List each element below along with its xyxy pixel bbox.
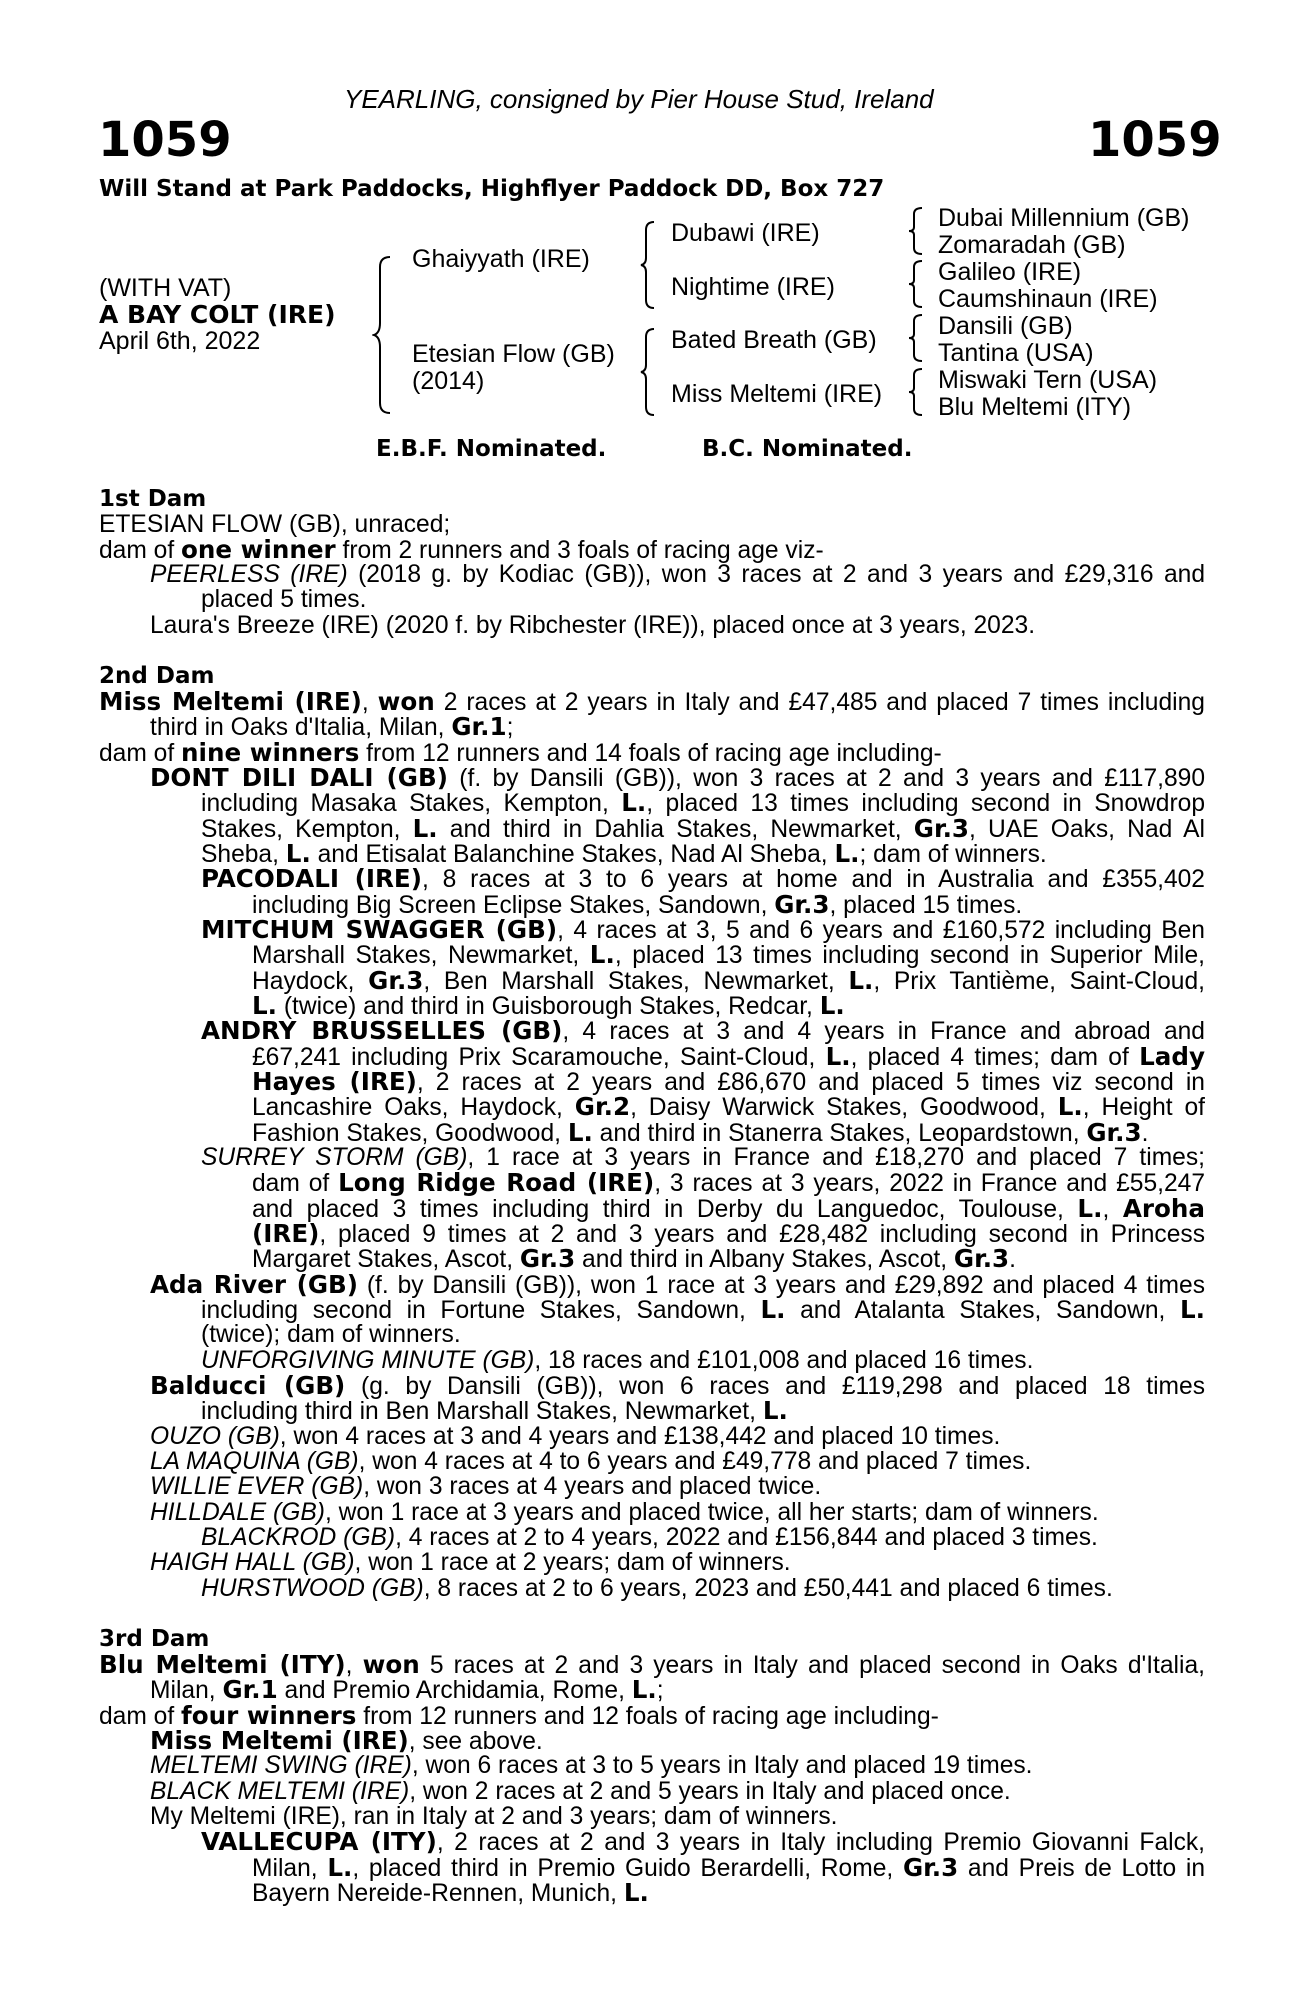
first-dam-line: ETESIAN FLOW (GB), unraced; — [99, 511, 451, 538]
second-dam-line: DONT DILI DALI (GB) (f. by Dansili (GB)), won 3 races at 2 and 3 years and £117,890 — [150, 763, 1205, 792]
pedigree-ds: Bated Breath (GB) — [671, 326, 877, 354]
second-dam-line: third in Oaks d'Italia, Milan, Gr.1; — [150, 712, 514, 741]
second-dam-line: Fashion Stakes, Goodwood, L. and third in Stanerra Stakes, Leopardstown, Gr.3. — [252, 1118, 1149, 1147]
third-dam-line: My Meltemi (IRE), ran in Italy at 2 and 3 years; dam of winners. — [150, 1803, 838, 1830]
second-dam-line: and placed 3 times including third in Derby du Languedoc, Toulouse, L., Aroha — [252, 1194, 1205, 1223]
second-dam-line: UNFORGIVING MINUTE (GB), 18 races and £101,008 and placed 16 times. — [201, 1347, 1034, 1374]
pedigree-brace-2b — [640, 327, 658, 417]
pedigree-brace-3a — [908, 206, 926, 256]
pedigree-brace-3b — [908, 259, 926, 309]
second-dam-line: HAIGH HALL (GB), won 1 race at 2 years; dam of winners. — [150, 1549, 791, 1576]
second-dam-line: Marshall Stakes, Newmarket, L., placed 13 times including second in Superior Mile, — [252, 940, 1205, 969]
first-dam-line: Laura's Breeze (IRE) (2020 f. by Ribchester (IRE)), placed once at 3 years, 2023. — [150, 612, 1036, 639]
second-dam-line: WILLIE EVER (GB), won 3 races at 4 years and placed twice. — [150, 1473, 822, 1500]
third-dam-line: BLACK MELTEMI (IRE), won 2 races at 2 and 5 years in Italy and placed once. — [150, 1778, 1011, 1805]
pedigree-sd: Nightime (IRE) — [671, 273, 835, 301]
second-dam-line: Haydock, Gr.3, Ben Marshall Stakes, Newmarket, L., Prix Tantième, Saint-Cloud, — [252, 966, 1205, 995]
second-dam-line: PACODALI (IRE), 8 races at 3 to 6 years at home and in Australia and £355,402 — [201, 864, 1205, 893]
pedigree-sds: Galileo (IRE) — [938, 258, 1082, 286]
pedigree-sire: Ghaiyyath (IRE) — [412, 245, 590, 273]
second-dam-line: Ada River (GB) (f. by Dansili (GB)), won 1 race at 3 years and £29,892 and placed 4 times — [150, 1270, 1205, 1299]
second-dam-line: Lancashire Oaks, Haydock, Gr.2, Daisy Warwick Stakes, Goodwood, L., Height of — [252, 1092, 1205, 1121]
pedigree-brace-3d — [908, 367, 926, 417]
vat-note: (WITH VAT) — [99, 274, 232, 302]
pedigree-dd: Miss Meltemi (IRE) — [671, 380, 883, 408]
third-dam-line: Miss Meltemi (IRE), see above. — [150, 1726, 543, 1755]
second-dam-line: Balducci (GB) (g. by Dansili (GB)), won 6 races and £119,298 and placed 18 times — [150, 1371, 1205, 1400]
third-dam-line: VALLECUPA (ITY), 2 races at 2 and 3 years in Italy including Premio Giovanni Falck, — [201, 1827, 1206, 1856]
second-dam-line: Sheba, L. and Etisalat Balanchine Stakes, Nad Al Sheba, L.; dam of winners. — [201, 839, 1047, 868]
pedigree-dds: Miswaki Tern (USA) — [938, 366, 1158, 394]
second-dam-line: HURSTWOOD (GB), 8 races at 2 to 6 years, 2023 and £50,441 and placed 6 times. — [201, 1575, 1113, 1602]
first-dam-line: PEERLESS (IRE) (2018 g. by Kodiac (GB)), won 3 races at 2 and 3 years and £29,316 and — [150, 561, 1205, 588]
horse-dob: April 6th, 2022 — [99, 327, 261, 355]
second-dam-line: including Masaka Stakes, Kempton, L., placed 13 times including second in Snowdrop — [201, 788, 1205, 817]
first-dam-line: dam of one winner from 2 runners and 3 foals of racing age viz- — [99, 535, 824, 564]
second-dam-line: LA MAQUINA (GB), won 4 races at 4 to 6 years and £49,778 and placed 7 times. — [150, 1448, 1032, 1475]
first-dam-heading: 1st Dam — [99, 486, 207, 512]
third-dam-heading: 3rd Dam — [99, 1626, 210, 1652]
pedigree-sdd: Caumshinaun (IRE) — [938, 285, 1158, 313]
horse-name: A BAY COLT (IRE) — [99, 300, 336, 329]
second-dam-line: dam of nine winners from 12 runners and 14 foals of racing age including- — [99, 738, 942, 767]
second-dam-line: Hayes (IRE), 2 races at 2 years and £86,670 and placed 5 times viz second in — [252, 1067, 1205, 1096]
third-dam-line: Milan, L., placed third in Premio Guido Berardelli, Rome, Gr.3 and Preis de Lotto in — [252, 1853, 1206, 1882]
stand-location: Will Stand at Park Paddocks, Highflyer Paddock DD, Box 727 — [99, 176, 885, 202]
pedigree-sss: Dubai Millennium (GB) — [938, 204, 1190, 232]
lot-number-left: 1059 — [98, 112, 232, 168]
second-dam-line: including Big Screen Eclipse Stakes, Sandown, Gr.3, placed 15 times. — [252, 890, 1023, 919]
ebf-nomination: E.B.F. Nominated. — [376, 436, 607, 462]
pedigree-ss: Dubawi (IRE) — [671, 219, 820, 247]
pedigree-brace-3c — [908, 313, 926, 363]
second-dam-line: £67,241 including Prix Scaramouche, Saint-Cloud, L., placed 4 times; dam of Lady — [252, 1042, 1205, 1071]
third-dam-line: Bayern Nereide-Rennen, Munich, L. — [252, 1878, 649, 1907]
second-dam-line: HILLDALE (GB), won 1 race at 3 years and placed twice, all her starts; dam of winners. — [150, 1499, 1099, 1526]
second-dam-line: SURREY STORM (GB), 1 race at 3 years in France and £18,270 and placed 7 times; — [201, 1144, 1205, 1171]
third-dam-line: Milan, Gr.1 and Premio Archidamia, Rome, L.; — [150, 1675, 664, 1704]
pedigree-brace-1 — [372, 255, 394, 415]
second-dam-line: Miss Meltemi (IRE), won 2 races at 2 years in Italy and £47,485 and placed 7 times including — [99, 687, 1205, 716]
pedigree-ssd: Zomaradah (GB) — [938, 231, 1126, 259]
bc-nomination: B.C. Nominated. — [702, 436, 913, 462]
second-dam-line: MITCHUM SWAGGER (GB), 4 races at 3, 5 and 6 years and £160,572 including Ben — [201, 915, 1205, 944]
pedigree-dsd: Tantina (USA) — [938, 339, 1094, 367]
second-dam-line: (IRE), placed 9 times at 2 and 3 years and £28,482 including second in Princess — [252, 1219, 1205, 1248]
third-dam-line: MELTEMI SWING (IRE), won 6 races at 3 to 5 years in Italy and placed 19 times. — [150, 1752, 1033, 1779]
pedigree-dam: Etesian Flow (GB) — [412, 340, 615, 368]
second-dam-line: including third in Ben Marshall Stakes, Newmarket, L. — [201, 1396, 788, 1425]
pedigree-ddd: Blu Meltemi (ITY) — [938, 393, 1132, 421]
second-dam-heading: 2nd Dam — [99, 663, 215, 689]
second-dam-line: ANDRY BRUSSELLES (GB), 4 races at 3 and 4 years in France and abroad and — [201, 1016, 1205, 1045]
first-dam-line: placed 5 times. — [201, 586, 367, 613]
second-dam-line: Margaret Stakes, Ascot, Gr.3 and third in Albany Stakes, Ascot, Gr.3. — [252, 1244, 1016, 1273]
third-dam-line: dam of four winners from 12 runners and 12 foals of racing age including- — [99, 1701, 939, 1730]
consignment-line: YEARLING, consigned by Pier House Stud, Ireland — [344, 84, 934, 114]
second-dam-line: L. (twice) and third in Guisborough Stakes, Redcar, L. — [252, 991, 845, 1020]
pedigree-brace-2a — [640, 220, 658, 310]
second-dam-line: BLACKROD (GB), 4 races at 2 to 4 years, 2022 and £156,844 and placed 3 times. — [201, 1524, 1098, 1551]
pedigree-dam-year: (2014) — [412, 367, 485, 395]
third-dam-line: Blu Meltemi (ITY), won 5 races at 2 and 3 years in Italy and placed second in Oaks d'Italia, — [99, 1650, 1205, 1679]
lot-number-right: 1059 — [1088, 112, 1222, 168]
second-dam-line: OUZO (GB), won 4 races at 3 and 4 years and £138,442 and placed 10 times. — [150, 1423, 1001, 1450]
pedigree-dss: Dansili (GB) — [938, 312, 1073, 340]
second-dam-line: including second in Fortune Stakes, Sandown, L. and Atalanta Stakes, Sandown, L. — [201, 1295, 1205, 1324]
second-dam-line: dam of Long Ridge Road (IRE), 3 races at 3 years, 2022 in France and £55,247 — [252, 1168, 1205, 1197]
second-dam-line: Stakes, Kempton, L. and third in Dahlia Stakes, Newmarket, Gr.3, UAE Oaks, Nad Al — [201, 814, 1205, 843]
second-dam-line: (twice); dam of winners. — [201, 1321, 461, 1348]
